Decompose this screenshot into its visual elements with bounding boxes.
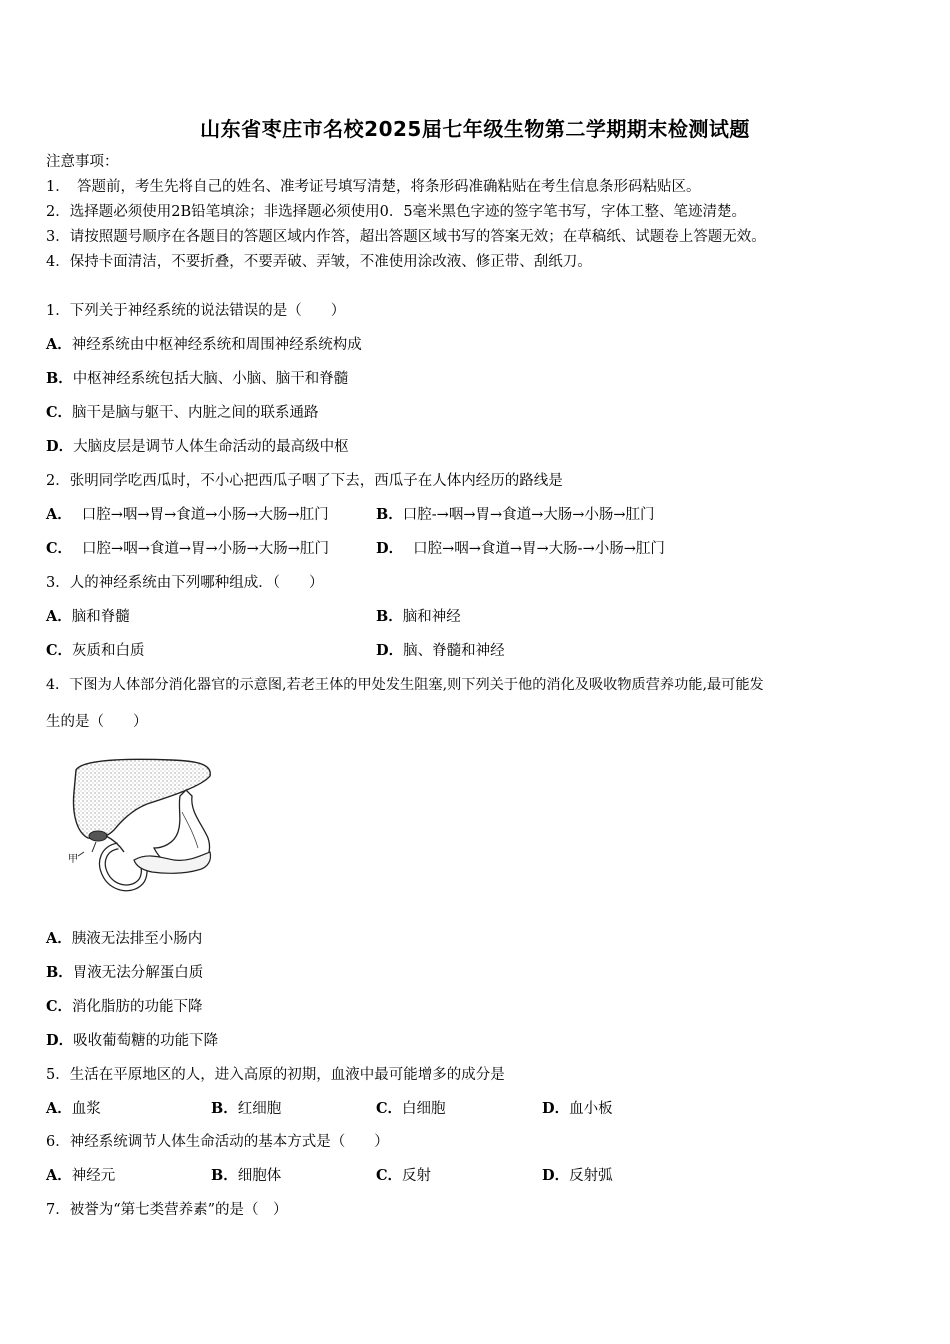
option-label: A． — [46, 930, 72, 947]
option-text: 胃液无法分解蛋白质 — [72, 965, 204, 981]
option-label: A． — [46, 1167, 72, 1184]
q6-stem: 6．神经系统调节人体生命活动的基本方式是（ ） — [46, 1134, 389, 1150]
figure-label: 甲 — [68, 854, 78, 865]
q2-stem: 2．张明同学吃西瓜时，不小心把西瓜子咽了下去，西瓜子在人体内经历的路线是 — [46, 473, 563, 489]
option-text: 白细胞 — [402, 1101, 446, 1117]
q4-option-a — [46, 929, 202, 949]
option-text: 灰质和白质 — [72, 643, 145, 659]
q3-option-b — [376, 607, 461, 627]
option-text: 反射弧 — [569, 1168, 613, 1184]
option-text: 脑和神经 — [402, 609, 461, 625]
option-text: 口腔→咽→胃→食道→小肠→大肠→肛门 — [81, 507, 329, 523]
option-label: A． — [46, 506, 72, 523]
option-label: D． — [46, 438, 74, 455]
option-label: D． — [542, 1167, 570, 1184]
option-label: C． — [46, 540, 73, 557]
q6-option-b — [211, 1166, 281, 1186]
q3-stem: 3．人的神经系统由下列哪种组成．（ ） — [46, 575, 324, 591]
option-text: 脑、脊髓和神经 — [403, 643, 505, 659]
option-label: D． — [376, 642, 404, 659]
option-label: B． — [376, 506, 403, 523]
option-text: 胰液无法排至小肠内 — [71, 931, 203, 947]
q1-option-a — [46, 335, 362, 355]
q3-option-c — [46, 641, 145, 661]
option-text: 细胞体 — [237, 1168, 282, 1184]
q5-option-b — [211, 1099, 281, 1119]
notice-item-3: 3．请按照题号顺序在各题目的答题区域内作答，超出答题区域书写的答案无效；在草稿纸、试题卷上答题无效。 — [46, 229, 766, 245]
option-text: 红细胞 — [237, 1101, 282, 1117]
page-title: 山东省枣庄市名校2025届七年级生物第二学期期末检测试题 — [200, 117, 750, 141]
option-text: 口腔-→咽→胃→食道→大肠→小肠→肛门 — [402, 507, 655, 523]
q4-option-d — [46, 1031, 218, 1051]
option-label: C． — [46, 404, 73, 421]
q5-option-d — [542, 1099, 613, 1119]
q4-stem-line2: 生的是（ ） — [46, 714, 148, 730]
option-text: 脑和脊髓 — [71, 609, 130, 625]
q2-option-a — [46, 505, 329, 525]
digestive-organs-figure — [62, 752, 222, 900]
q6-option-c — [376, 1166, 431, 1186]
option-text: 口腔→咽→食道→胃→小肠→大肠→肛门 — [82, 541, 329, 557]
option-label: C． — [376, 1167, 403, 1184]
option-text: 中枢神经系统包括大脑、小脑、脑干和脊髓 — [72, 371, 349, 387]
option-label: B． — [211, 1100, 238, 1117]
option-text: 口腔→咽→食道→胃→大肠-→小肠→肛门 — [413, 541, 665, 557]
option-text: 反射 — [402, 1168, 432, 1184]
q2-option-d — [376, 539, 665, 559]
option-text: 消化脂肪的功能下降 — [72, 999, 203, 1015]
q3-option-a — [46, 607, 130, 627]
notice-item-1: 1． 答题前，考生先将自己的姓名、准考证号填写清楚，将条形码准确粘贴在考生信息条形码粘贴区。 — [46, 179, 701, 195]
gallbladder-shape — [89, 831, 107, 841]
q5-option-c — [376, 1099, 446, 1119]
q2-option-c — [46, 539, 329, 559]
option-label: D． — [46, 1032, 74, 1049]
q5-stem: 5．生活在平原地区的人，进入高原的初期，血液中最可能增多的成分是 — [46, 1067, 505, 1083]
q5-option-a — [46, 1099, 101, 1119]
option-label: A． — [46, 1100, 72, 1117]
q6-option-d — [542, 1166, 613, 1186]
notice-item-2: 2．选择题必须使用2B铅笔填涂；非选择题必须使用0．5毫米黑色字迹的签字笔书写，字体工整、笔迹清楚。 — [46, 204, 747, 220]
option-label: C． — [376, 1100, 403, 1117]
option-text: 血小板 — [569, 1101, 613, 1117]
q1-option-c — [46, 403, 319, 423]
q7-stem: 7．被誉为“第七类营养素”的是（ ） — [46, 1202, 288, 1218]
q3-option-d — [376, 641, 505, 661]
option-label: D． — [376, 540, 404, 557]
q4-option-b — [46, 963, 203, 983]
option-text: 血浆 — [71, 1101, 101, 1117]
q2-option-b — [376, 505, 655, 525]
option-label: B． — [376, 608, 403, 625]
q1-option-b — [46, 369, 348, 389]
q6-option-a — [46, 1166, 115, 1186]
option-text: 脑干是脑与躯干、内脏之间的联系通路 — [72, 405, 319, 421]
option-text: 大脑皮层是调节人体生命活动的最高级中枢 — [73, 439, 349, 455]
option-text: 神经元 — [71, 1168, 116, 1184]
option-label: C． — [46, 642, 73, 659]
notice-item-4: 4．保持卡面清洁，不要折叠，不要弄破、弄皱，不准使用涂改液、修正带、刮纸刀。 — [46, 254, 592, 270]
notice-heading: 注意事项： — [46, 154, 119, 170]
option-label: B． — [46, 370, 73, 387]
q1-stem: 1．下列关于神经系统的说法错误的是（ ） — [46, 303, 346, 319]
q1-option-d — [46, 437, 349, 457]
option-label: C． — [46, 998, 73, 1015]
q4-stem-line1: 4．下图为人体部分消化器官的示意图,若老王体的甲处发生阻塞,则下列关于他的消化及吸收物质营养功能,最可能发 — [46, 677, 764, 693]
option-label: D． — [542, 1100, 570, 1117]
q4-option-c — [46, 997, 203, 1017]
option-text: 吸收葡萄糖的功能下降 — [73, 1033, 219, 1049]
option-text: 神经系统由中枢神经系统和周围神经系统构成 — [71, 337, 362, 353]
option-label: A． — [46, 608, 72, 625]
option-label: B． — [46, 964, 73, 981]
option-label: B． — [211, 1167, 238, 1184]
option-label: A． — [46, 336, 72, 353]
